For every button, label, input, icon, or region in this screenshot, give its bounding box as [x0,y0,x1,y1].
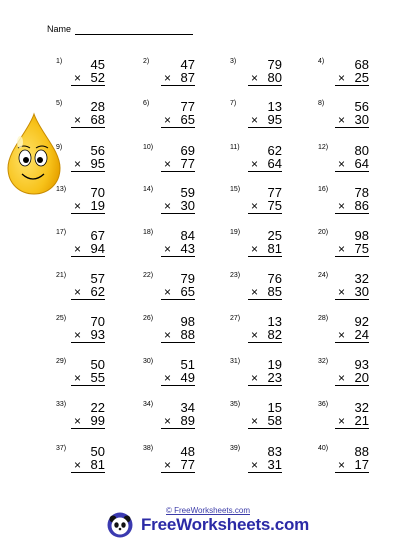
multiplier: 85 [267,284,282,299]
multiplier: 68 [90,112,105,127]
multiplicand: 57 [90,271,105,286]
answer-line [71,85,105,86]
multiplier: 64 [354,156,369,171]
multiplier: 49 [180,370,195,385]
problem-number: 26) [143,315,154,322]
times-sign: × [338,113,346,127]
panda-logo-icon [107,512,133,538]
problem-number: 2) [143,58,150,65]
multiplicand: 25 [267,228,282,243]
problem-number: 40) [318,445,329,452]
answer-line [161,385,195,386]
times-sign: × [164,458,172,472]
answer-line [161,428,195,429]
times-sign: × [251,113,259,127]
answer-line [161,256,195,257]
answer-line [161,85,195,86]
multiplicand: 68 [354,57,369,72]
multiplicand: 34 [180,400,195,415]
answer-line [71,428,105,429]
times-sign: × [74,328,82,342]
multiplicand: 56 [354,99,369,114]
multiplicand: 98 [180,314,195,329]
times-sign: × [74,242,82,256]
problem-number: 37) [56,445,67,452]
multiplicand: 32 [354,400,369,415]
times-sign: × [164,71,172,85]
problem-number: 22) [143,272,154,279]
times-sign: × [74,458,82,472]
multiplier: 82 [267,327,282,342]
multiplier: 24 [354,327,369,342]
multiplier: 81 [90,457,105,472]
multiplier: 77 [180,156,195,171]
multiplicand: 62 [267,143,282,158]
answer-line [71,342,105,343]
times-sign: × [338,157,346,171]
times-sign: × [338,414,346,428]
multiplier: 19 [90,198,105,213]
problem-18 [143,229,195,269]
multiplier: 31 [267,457,282,472]
times-sign: × [164,371,172,385]
multiplicand: 79 [267,57,282,72]
answer-line [71,385,105,386]
answer-line [161,342,195,343]
multiplicand: 59 [180,185,195,200]
multiplicand: 32 [354,271,369,286]
problem-number: 14) [143,186,154,193]
problem-1 [56,58,105,98]
multiplier: 25 [354,70,369,85]
answer-line [335,428,369,429]
problem-number: 39) [230,445,241,452]
problem-27 [230,315,282,355]
problem-number: 8) [318,100,325,107]
times-sign: × [251,285,259,299]
multiplicand: 93 [354,357,369,372]
problem-9 [56,144,105,184]
problem-7 [230,100,282,140]
problem-15 [230,186,282,226]
multiplicand: 69 [180,143,195,158]
answer-line [335,256,369,257]
problem-34 [143,401,195,441]
problem-24 [318,272,369,312]
problem-number: 12) [318,144,329,151]
times-sign: × [251,328,259,342]
times-sign: × [251,371,259,385]
problem-number: 24) [318,272,329,279]
times-sign: × [164,285,172,299]
multiplicand: 67 [90,228,105,243]
times-sign: × [338,328,346,342]
multiplicand: 80 [354,143,369,158]
answer-line [248,171,282,172]
multiplicand: 76 [267,271,282,286]
times-sign: × [251,71,259,85]
times-sign: × [74,113,82,127]
multiplicand: 78 [354,185,369,200]
problem-33 [56,401,105,441]
multiplicand: 50 [90,444,105,459]
problem-38 [143,445,195,485]
times-sign: × [251,199,259,213]
brand-logo[interactable] [107,511,309,539]
problem-32 [318,358,369,398]
multiplicand: 13 [267,99,282,114]
times-sign: × [164,199,172,213]
answer-line [71,299,105,300]
times-sign: × [338,371,346,385]
problem-number: 31) [230,358,241,365]
multiplier: 64 [267,156,282,171]
problem-number: 21) [56,272,67,279]
brand-name: FreeWorksheets.com [141,515,310,534]
multiplicand: 51 [180,357,195,372]
problem-number: 5) [56,100,63,107]
problem-number: 25) [56,315,67,322]
multiplier: 55 [90,370,105,385]
problem-22 [143,272,195,312]
answer-line [335,171,369,172]
multiplicand: 19 [267,357,282,372]
problem-35 [230,401,282,441]
problem-14 [143,186,195,226]
answer-line [161,472,195,473]
times-sign: × [74,199,82,213]
copyright-link[interactable]: © FreeWorksheets.com [166,506,250,515]
multiplicand: 77 [267,185,282,200]
answer-line [335,213,369,214]
problem-37 [56,445,105,485]
multiplicand: 50 [90,357,105,372]
multiplicand: 77 [180,99,195,114]
multiplier: 21 [354,413,369,428]
problem-13 [56,186,105,226]
times-sign: × [338,199,346,213]
problem-number: 16) [318,186,329,193]
multiplier: 23 [267,370,282,385]
multiplicand: 83 [267,444,282,459]
multiplier: 17 [354,457,369,472]
problem-20 [318,229,369,269]
problem-number: 4) [318,58,325,65]
times-sign: × [74,414,82,428]
multiplier: 30 [354,284,369,299]
problem-number: 10) [143,144,154,151]
multiplier: 88 [180,327,195,342]
multiplier: 75 [267,198,282,213]
multiplier: 95 [267,112,282,127]
problem-31 [230,358,282,398]
problem-number: 9) [56,144,63,151]
multiplier: 77 [180,457,195,472]
problem-number: 36) [318,401,329,408]
multiplicand: 28 [90,99,105,114]
problem-25 [56,315,105,355]
problem-26 [143,315,195,355]
problem-30 [143,358,195,398]
problem-number: 23) [230,272,241,279]
multiplicand: 22 [90,400,105,415]
times-sign: × [74,157,82,171]
problem-28 [318,315,369,355]
answer-line [161,299,195,300]
times-sign: × [338,71,346,85]
multiplicand: 88 [354,444,369,459]
multiplicand: 70 [90,185,105,200]
problem-number: 38) [143,445,154,452]
multiplicand: 56 [90,143,105,158]
problem-number: 30) [143,358,154,365]
times-sign: × [338,285,346,299]
answer-line [248,213,282,214]
answer-line [248,299,282,300]
problem-number: 13) [56,186,67,193]
problem-23 [230,272,282,312]
problem-40 [318,445,369,485]
multiplier: 89 [180,413,195,428]
times-sign: × [251,157,259,171]
problem-number: 33) [56,401,67,408]
problem-number: 18) [143,229,154,236]
problem-number: 34) [143,401,154,408]
multiplier: 65 [180,112,195,127]
problem-10 [143,144,195,184]
answer-line [161,213,195,214]
answer-line [248,342,282,343]
multiplier: 87 [180,70,195,85]
multiplicand: 70 [90,314,105,329]
answer-line [335,85,369,86]
answer-line [71,127,105,128]
answer-line [248,472,282,473]
problem-17 [56,229,105,269]
problem-number: 28) [318,315,329,322]
multiplier: 20 [354,370,369,385]
answer-line [335,299,369,300]
multiplier: 93 [90,327,105,342]
problem-5 [56,100,105,140]
problem-3 [230,58,282,98]
problem-39 [230,445,282,485]
answer-line [71,472,105,473]
times-sign: × [251,458,259,472]
multiplier: 30 [180,198,195,213]
answer-line [161,171,195,172]
times-sign: × [74,71,82,85]
multiplicand: 45 [90,57,105,72]
multiplier: 30 [354,112,369,127]
answer-line [248,85,282,86]
multiplier: 95 [90,156,105,171]
times-sign: × [164,242,172,256]
answer-line [248,256,282,257]
problem-number: 6) [143,100,150,107]
multiplier: 80 [267,70,282,85]
answer-line [71,213,105,214]
multiplicand: 92 [354,314,369,329]
multiplicand: 47 [180,57,195,72]
answer-line [335,472,369,473]
problem-number: 29) [56,358,67,365]
times-sign: × [74,371,82,385]
problem-number: 15) [230,186,241,193]
multiplicand: 15 [267,400,282,415]
answer-line [248,127,282,128]
multiplicand: 79 [180,271,195,286]
problem-number: 7) [230,100,237,107]
problem-6 [143,100,195,140]
times-sign: × [251,414,259,428]
times-sign: × [164,113,172,127]
problem-number: 19) [230,229,241,236]
problem-4 [318,58,369,98]
multiplicand: 48 [180,444,195,459]
problem-12 [318,144,369,184]
problem-number: 11) [230,144,240,151]
times-sign: × [164,157,172,171]
answer-line [335,127,369,128]
problem-number: 35) [230,401,241,408]
times-sign: × [164,414,172,428]
problem-number: 3) [230,58,237,65]
times-sign: × [74,285,82,299]
problem-number: 17) [56,229,67,236]
problem-36 [318,401,369,441]
answer-line [248,428,282,429]
answer-line [248,385,282,386]
multiplier: 86 [354,198,369,213]
problem-number: 32) [318,358,329,365]
answer-line [71,256,105,257]
multiplier: 75 [354,241,369,256]
problem-16 [318,186,369,226]
answer-line [335,342,369,343]
name-label: Name [47,24,72,34]
problem-number: 27) [230,315,241,322]
multiplier: 58 [267,413,282,428]
problem-2 [143,58,195,98]
multiplier: 81 [267,241,282,256]
multiplicand: 13 [267,314,282,329]
times-sign: × [338,458,346,472]
multiplier: 65 [180,284,195,299]
multiplier: 94 [90,241,105,256]
answer-line [161,127,195,128]
problem-11 [230,144,282,184]
problem-19 [230,229,282,269]
answer-line [71,171,105,172]
times-sign: × [164,328,172,342]
times-sign: × [338,242,346,256]
answer-line [335,385,369,386]
problem-number: 1) [56,58,63,65]
multiplicand: 84 [180,228,195,243]
problem-21 [56,272,105,312]
multiplier: 99 [90,413,105,428]
multiplier: 43 [180,241,195,256]
multiplicand: 98 [354,228,369,243]
problem-8 [318,100,369,140]
problem-29 [56,358,105,398]
multiplier: 52 [90,70,105,85]
multiplier: 62 [90,284,105,299]
problem-number: 20) [318,229,329,236]
times-sign: × [251,242,259,256]
